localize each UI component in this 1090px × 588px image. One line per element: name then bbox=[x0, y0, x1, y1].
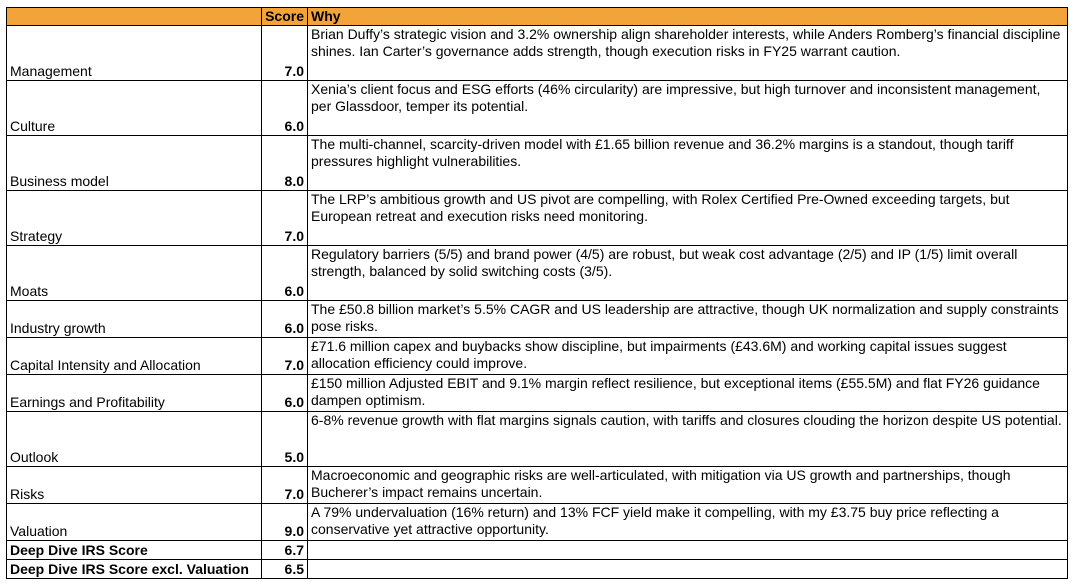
row-why-cell[interactable]: A 79% undervaluation (16% return) and 13% FCF yield make it compelling, with my £3.75 buy price reflecting a conservative yet attractive opportunity. bbox=[308, 504, 1068, 541]
summary-score-cell[interactable]: 6.5 bbox=[262, 560, 308, 579]
table-row bbox=[7, 136, 1068, 191]
row-label-cell[interactable]: Valuation bbox=[7, 504, 262, 541]
table-row bbox=[7, 26, 1068, 81]
row-score-cell[interactable]: 7.0 bbox=[262, 467, 308, 504]
row-score-cell[interactable]: 6.0 bbox=[262, 81, 308, 136]
summary-why-cell[interactable] bbox=[308, 541, 1068, 560]
table-row bbox=[7, 191, 1068, 246]
row-why-cell[interactable]: Brian Duffy’s strategic vision and 3.2% ownership align shareholder interests, while Anders Romberg’s financial discipline shines. Ian Carter’s governance adds strength, though execution risks in FY25 warrant caution. bbox=[308, 26, 1068, 81]
header-row bbox=[7, 8, 1068, 26]
table-row bbox=[7, 504, 1068, 541]
row-label-cell[interactable]: Outlook bbox=[7, 412, 262, 467]
row-label-cell[interactable]: Management bbox=[7, 26, 262, 81]
summary-label-cell[interactable]: Deep Dive IRS Score excl. Valuation bbox=[7, 560, 262, 579]
row-why-cell[interactable]: Macroeconomic and geographic risks are well-articulated, with mitigation via US growth and partnerships, though Bucherer’s impact remains uncertain. bbox=[308, 467, 1068, 504]
row-why-cell[interactable]: Xenia’s client focus and ESG efforts (46% circularity) are impressive, but high turnover and inconsistent management, per Glassdoor, temper its potential. bbox=[308, 81, 1068, 136]
row-label-cell[interactable]: Business model bbox=[7, 136, 262, 191]
row-why-cell[interactable]: The multi-channel, scarcity-driven model with £1.65 billion revenue and 36.2% margins is a standout, though tariff pressures highlight vulnerabilities. bbox=[308, 136, 1068, 191]
row-label-cell[interactable]: Culture bbox=[7, 81, 262, 136]
row-label-cell[interactable]: Capital Intensity and Allocation bbox=[7, 338, 262, 375]
row-score-cell[interactable]: 7.0 bbox=[262, 191, 308, 246]
row-why-cell[interactable]: The LRP’s ambitious growth and US pivot are compelling, with Rolex Certified Pre-Owned exceeding targets, but European retreat and execution risks need monitoring. bbox=[308, 191, 1068, 246]
table-row bbox=[7, 301, 1068, 338]
header-label-cell[interactable] bbox=[7, 8, 262, 26]
table-row bbox=[7, 81, 1068, 136]
table-row bbox=[7, 375, 1068, 412]
table-row bbox=[7, 246, 1068, 301]
row-why-cell[interactable]: The £50.8 billion market’s 5.5% CAGR and US leadership are attractive, though UK normalization and supply constraints pose risks. bbox=[308, 301, 1068, 338]
row-score-cell[interactable]: 6.0 bbox=[262, 301, 308, 338]
row-label-cell[interactable]: Industry growth bbox=[7, 301, 262, 338]
row-score-cell[interactable]: 9.0 bbox=[262, 504, 308, 541]
row-score-cell[interactable]: 6.0 bbox=[262, 375, 308, 412]
summary-label-cell[interactable]: Deep Dive IRS Score bbox=[7, 541, 262, 560]
table-row bbox=[7, 412, 1068, 467]
summary-row-irs-score bbox=[7, 541, 1068, 560]
table-row bbox=[7, 467, 1068, 504]
row-score-cell[interactable]: 5.0 bbox=[262, 412, 308, 467]
row-label-cell[interactable]: Risks bbox=[7, 467, 262, 504]
row-why-cell[interactable]: 6-8% revenue growth with flat margins signals caution, with tariffs and closures clouding the horizon despite US potential. bbox=[308, 412, 1068, 467]
row-label-cell[interactable]: Moats bbox=[7, 246, 262, 301]
summary-score-cell[interactable]: 6.7 bbox=[262, 541, 308, 560]
header-score-cell[interactable]: Score bbox=[262, 8, 308, 26]
row-label-cell[interactable]: Earnings and Profitability bbox=[7, 375, 262, 412]
row-score-cell[interactable]: 7.0 bbox=[262, 26, 308, 81]
row-why-cell[interactable]: Regulatory barriers (5/5) and brand power (4/5) are robust, but weak cost advantage (2/5) and IP (1/5) limit overall strength, balanced by solid switching costs (3/5). bbox=[308, 246, 1068, 301]
header-why-cell[interactable]: Why bbox=[308, 8, 1068, 26]
row-why-cell[interactable]: £150 million Adjusted EBIT and 9.1% margin reflect resilience, but exceptional items (£55.5M) and flat FY26 guidance dampen optimism. bbox=[308, 375, 1068, 412]
summary-row-irs-score-excl-valuation bbox=[7, 560, 1068, 579]
row-score-cell[interactable]: 7.0 bbox=[262, 338, 308, 375]
table-row bbox=[7, 338, 1068, 375]
irs-score-table bbox=[6, 7, 1068, 579]
row-label-cell[interactable]: Strategy bbox=[7, 191, 262, 246]
summary-why-cell[interactable] bbox=[308, 560, 1068, 579]
row-score-cell[interactable]: 6.0 bbox=[262, 246, 308, 301]
row-why-cell[interactable]: £71.6 million capex and buybacks show discipline, but impairments (£43.6M) and working capital issues suggest allocation efficiency could improve. bbox=[308, 338, 1068, 375]
row-score-cell[interactable]: 8.0 bbox=[262, 136, 308, 191]
